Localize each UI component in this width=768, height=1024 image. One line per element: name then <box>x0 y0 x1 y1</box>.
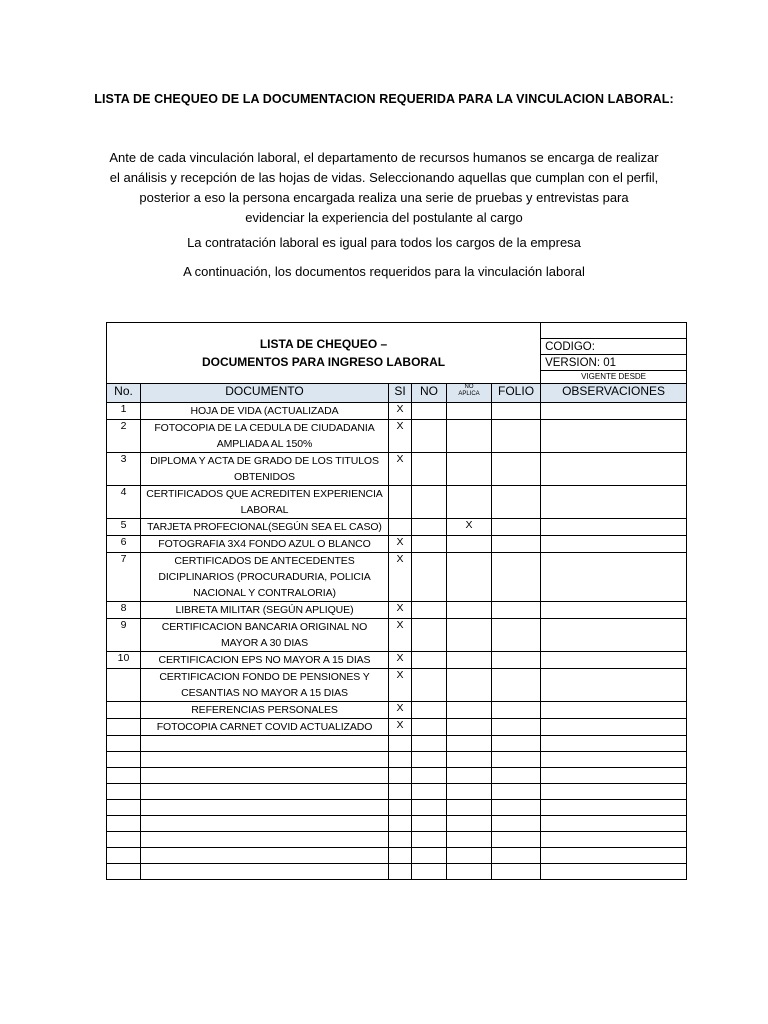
row-document: CERTIFICACION EPS NO MAYOR A 15 DIAS <box>141 652 389 669</box>
row-folio <box>492 702 541 719</box>
checklist-table <box>106 322 687 880</box>
page-title: LISTA DE CHEQUEO DE LA DOCUMENTACION REQUERIDA PARA LA VINCULACION LABORAL: <box>94 92 674 106</box>
row-no-mark <box>412 848 447 864</box>
row-folio <box>492 486 541 519</box>
checklist-header <box>107 323 541 384</box>
row-no-aplica-mark <box>447 602 492 619</box>
row-folio <box>492 602 541 619</box>
row-no-aplica-mark <box>447 702 492 719</box>
row-si-mark: X <box>389 619 412 652</box>
row-observaciones <box>541 519 687 536</box>
row-number <box>107 768 141 784</box>
row-number: 9 <box>107 619 141 652</box>
row-folio <box>492 519 541 536</box>
row-no-aplica-mark <box>447 453 492 486</box>
col-header-documento: DOCUMENTO <box>141 384 389 403</box>
row-no-mark <box>412 403 447 420</box>
table-row <box>107 784 687 800</box>
col-header-no: No. <box>107 384 141 403</box>
row-observaciones <box>541 486 687 519</box>
row-si-mark: X <box>389 602 412 619</box>
row-folio <box>492 848 541 864</box>
row-document: CERTIFICADOS QUE ACREDITEN EXPERIENCIA LABORAL <box>141 486 389 519</box>
row-document <box>141 832 389 848</box>
row-document: LIBRETA MILITAR (SEGÚN APLIQUE) <box>141 602 389 619</box>
table-row <box>107 719 687 736</box>
table-row <box>107 553 687 602</box>
table-row <box>107 669 687 702</box>
row-no-mark <box>412 652 447 669</box>
row-no-mark <box>412 864 447 880</box>
row-observaciones <box>541 719 687 736</box>
lead-in-line: A continuación, los documentos requeridos para la vinculación laboral <box>183 264 585 279</box>
row-si-mark: X <box>389 453 412 486</box>
checklist-header-line1: LISTA DE CHEQUEO – <box>259 337 388 351</box>
row-document <box>141 864 389 880</box>
row-document <box>141 800 389 816</box>
row-si-mark <box>389 736 412 752</box>
row-si-mark: X <box>389 652 412 669</box>
row-no-mark <box>412 536 447 553</box>
row-number: 3 <box>107 453 141 486</box>
row-number: 2 <box>107 420 141 453</box>
row-no-mark <box>412 519 447 536</box>
row-observaciones <box>541 848 687 864</box>
col-header-no-aplica <box>447 384 492 403</box>
row-number <box>107 864 141 880</box>
table-row <box>107 420 687 453</box>
row-no-aplica-mark <box>447 832 492 848</box>
row-no-mark <box>412 719 447 736</box>
row-observaciones <box>541 619 687 652</box>
row-si-mark <box>389 519 412 536</box>
row-si-mark <box>389 800 412 816</box>
row-si-mark: X <box>389 669 412 702</box>
row-no-aplica-mark: X <box>447 519 492 536</box>
row-observaciones <box>541 768 687 784</box>
row-no-aplica-mark <box>447 652 492 669</box>
row-observaciones <box>541 403 687 420</box>
row-document: FOTOCOPIA DE LA CEDULA DE CIUDADANIA AMPLIADA AL 150% <box>141 420 389 453</box>
row-no-mark <box>412 486 447 519</box>
row-number <box>107 669 141 702</box>
row-no-aplica-mark <box>447 784 492 800</box>
row-no-aplica-mark <box>447 848 492 864</box>
table-row <box>107 864 687 880</box>
row-no-aplica-mark <box>447 736 492 752</box>
row-si-mark: X <box>389 420 412 453</box>
row-observaciones <box>541 553 687 602</box>
row-si-mark <box>389 848 412 864</box>
row-no-aplica-mark <box>447 816 492 832</box>
statement-line: La contratación laboral es igual para todos los cargos de la empresa <box>187 235 581 250</box>
row-folio <box>492 736 541 752</box>
row-document <box>141 848 389 864</box>
row-number: 5 <box>107 519 141 536</box>
table-row <box>107 536 687 553</box>
row-number: 6 <box>107 536 141 553</box>
col-header-folio: FOLIO <box>492 384 541 403</box>
row-no-aplica-mark <box>447 486 492 519</box>
row-no-mark <box>412 702 447 719</box>
row-observaciones <box>541 784 687 800</box>
row-no-aplica-mark <box>447 553 492 602</box>
row-no-mark <box>412 816 447 832</box>
row-si-mark: X <box>389 403 412 420</box>
codigo-label: CODIGO: <box>541 339 687 355</box>
row-document: CERTIFICACION FONDO DE PENSIONES Y CESANTIAS NO MAYOR A 15 DIAS <box>141 669 389 702</box>
row-si-mark: X <box>389 702 412 719</box>
row-no-mark <box>412 619 447 652</box>
row-no-mark <box>412 553 447 602</box>
row-no-mark <box>412 453 447 486</box>
row-observaciones <box>541 453 687 486</box>
row-no-aplica-mark <box>447 619 492 652</box>
col-header-si: SI <box>389 384 412 403</box>
row-document <box>141 736 389 752</box>
row-number <box>107 736 141 752</box>
row-no-mark <box>412 800 447 816</box>
col-header-no-col: NO <box>412 384 447 403</box>
row-folio <box>492 403 541 420</box>
row-no-aplica-mark <box>447 420 492 453</box>
checklist-header-line2: DOCUMENTOS PARA INGRESO LABORAL <box>201 355 446 369</box>
table-row <box>107 736 687 752</box>
row-si-mark: X <box>389 536 412 553</box>
row-observaciones <box>541 669 687 702</box>
row-no-mark <box>412 602 447 619</box>
table-row <box>107 768 687 784</box>
meta-blank-cell <box>541 323 687 339</box>
table-row <box>107 403 687 420</box>
row-folio <box>492 619 541 652</box>
row-observaciones <box>541 420 687 453</box>
row-folio <box>492 768 541 784</box>
row-number: 8 <box>107 602 141 619</box>
row-document <box>141 816 389 832</box>
row-observaciones <box>541 800 687 816</box>
row-folio <box>492 536 541 553</box>
row-no-aplica-mark <box>447 752 492 768</box>
row-number <box>107 719 141 736</box>
row-observaciones <box>541 652 687 669</box>
table-row <box>107 453 687 486</box>
table-row <box>107 702 687 719</box>
row-folio <box>492 652 541 669</box>
row-number <box>107 832 141 848</box>
table-row <box>107 486 687 519</box>
row-folio <box>492 784 541 800</box>
row-number: 7 <box>107 553 141 602</box>
row-folio <box>492 752 541 768</box>
row-document: HOJA DE VIDA (ACTUALIZADA <box>141 403 389 420</box>
row-no-mark <box>412 736 447 752</box>
row-document: FOTOGRAFIA 3X4 FONDO AZUL O BLANCO <box>141 536 389 553</box>
row-si-mark <box>389 768 412 784</box>
row-document: CERTIFICADOS DE ANTECEDENTES DICIPLINARIOS (PROCURADURIA, POLICIA NACIONAL Y CONTRALORIA) <box>141 553 389 602</box>
no-aplica-line1: NO <box>464 384 474 390</box>
vigente-desde-label: VIGENTE DESDE <box>541 371 687 384</box>
row-folio <box>492 800 541 816</box>
row-observaciones <box>541 816 687 832</box>
row-folio <box>492 553 541 602</box>
row-number: 1 <box>107 403 141 420</box>
row-si-mark <box>389 864 412 880</box>
row-number <box>107 848 141 864</box>
row-observaciones <box>541 702 687 719</box>
row-folio <box>492 453 541 486</box>
row-no-aplica-mark <box>447 719 492 736</box>
row-observaciones <box>541 536 687 553</box>
row-folio <box>492 832 541 848</box>
row-si-mark: X <box>389 553 412 602</box>
column-header-row <box>107 384 687 403</box>
row-document <box>141 752 389 768</box>
row-no-aplica-mark <box>447 669 492 702</box>
row-folio <box>492 864 541 880</box>
row-folio <box>492 816 541 832</box>
row-si-mark <box>389 832 412 848</box>
row-document: CERTIFICACION BANCARIA ORIGINAL NO MAYOR A 30 DIAS <box>141 619 389 652</box>
row-si-mark <box>389 486 412 519</box>
row-observaciones <box>541 602 687 619</box>
row-no-aplica-mark <box>447 768 492 784</box>
row-number <box>107 800 141 816</box>
row-folio <box>492 669 541 702</box>
no-aplica-line2: APLICA <box>458 391 480 397</box>
table-row <box>107 752 687 768</box>
row-no-mark <box>412 752 447 768</box>
row-no-mark <box>412 420 447 453</box>
row-no-mark <box>412 669 447 702</box>
table-row <box>107 800 687 816</box>
table-row <box>107 519 687 536</box>
row-si-mark <box>389 752 412 768</box>
row-no-mark <box>412 768 447 784</box>
row-number <box>107 752 141 768</box>
row-si-mark: X <box>389 719 412 736</box>
row-document: DIPLOMA Y ACTA DE GRADO DE LOS TITULOS OBTENIDOS <box>141 453 389 486</box>
col-header-observaciones: OBSERVACIONES <box>541 384 687 403</box>
row-number: 10 <box>107 652 141 669</box>
row-observaciones <box>541 752 687 768</box>
row-number: 4 <box>107 486 141 519</box>
row-document <box>141 768 389 784</box>
row-no-mark <box>412 832 447 848</box>
row-no-aplica-mark <box>447 403 492 420</box>
table-row <box>107 832 687 848</box>
version-label: VERSION: 01 <box>541 355 687 371</box>
table-row <box>107 848 687 864</box>
row-document: FOTOCOPIA CARNET COVID ACTUALIZADO <box>141 719 389 736</box>
table-row <box>107 816 687 832</box>
row-document: REFERENCIAS PERSONALES <box>141 702 389 719</box>
row-folio <box>492 719 541 736</box>
row-number <box>107 702 141 719</box>
row-observaciones <box>541 736 687 752</box>
row-si-mark <box>389 784 412 800</box>
row-no-mark <box>412 784 447 800</box>
row-si-mark <box>389 816 412 832</box>
row-number <box>107 784 141 800</box>
row-no-aplica-mark <box>447 800 492 816</box>
row-no-aplica-mark <box>447 536 492 553</box>
row-no-aplica-mark <box>447 864 492 880</box>
row-document: TARJETA PROFECIONAL(SEGÚN SEA EL CASO) <box>141 519 389 536</box>
table-row <box>107 602 687 619</box>
row-observaciones <box>541 832 687 848</box>
table-row <box>107 619 687 652</box>
intro-paragraph: Ante de cada vinculación laboral, el departamento de recursos humanos se encarga de realizar el análisis y recepción de las hojas de vidas. Seleccionando aquellas que cumplan con el perfil, posterior a eso la persona encargada realiza una serie de pruebas y entrevistas para evidenciar la experiencia del postulante al cargo <box>109 150 659 225</box>
row-document <box>141 784 389 800</box>
row-observaciones <box>541 864 687 880</box>
row-folio <box>492 420 541 453</box>
table-row <box>107 652 687 669</box>
row-number <box>107 816 141 832</box>
